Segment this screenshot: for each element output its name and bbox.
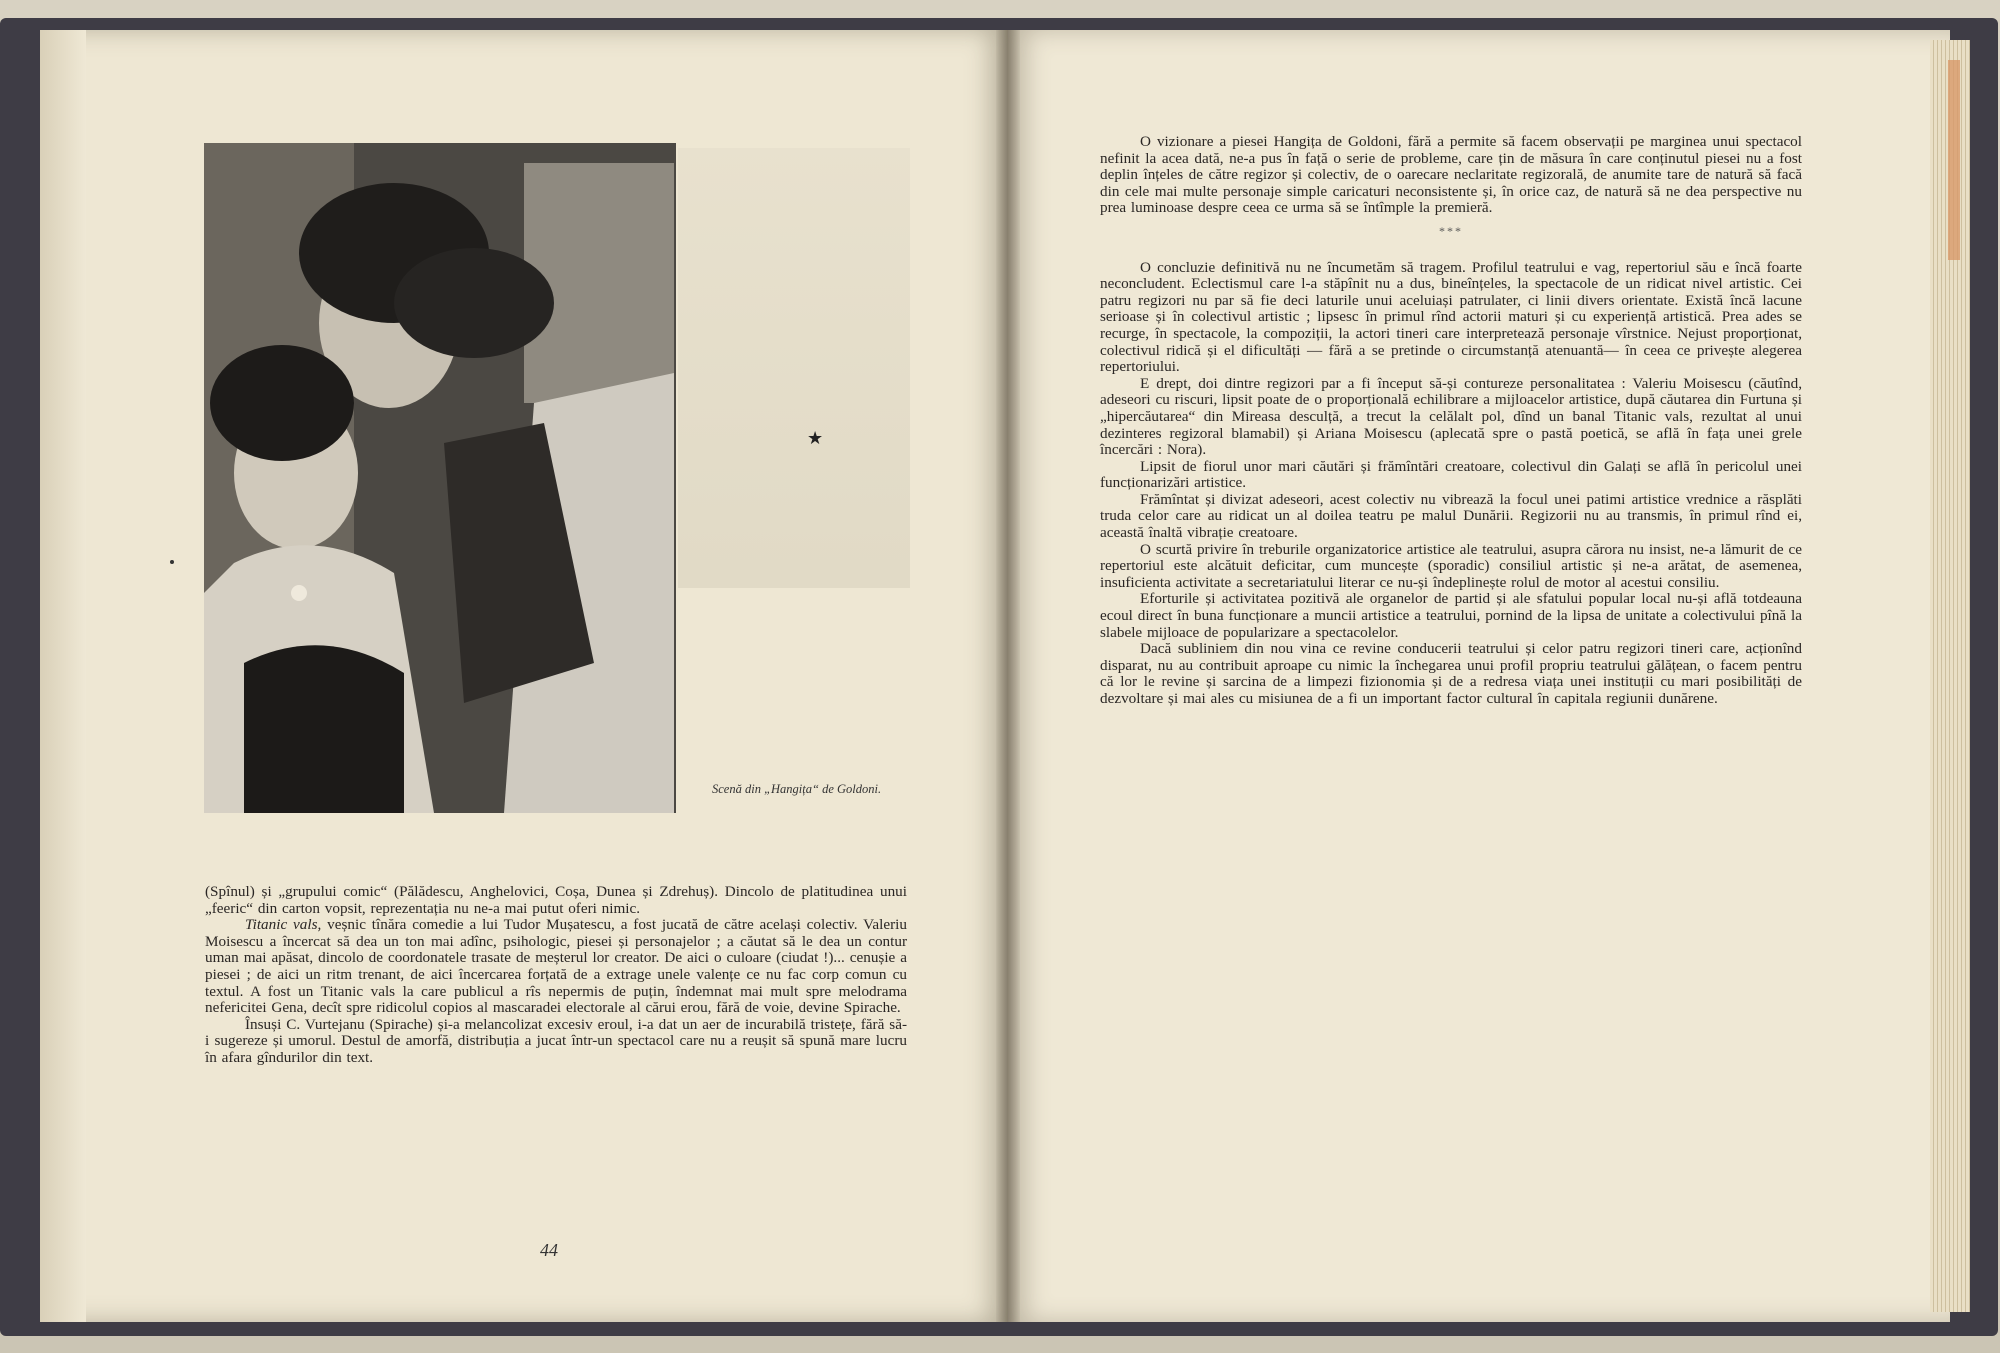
paragraph-text: veșnic tînăra comedie a lui Tudor Mușatescu, a fost jucată de către același colectiv. Valeriu Moisescu a încercat să dea un ton mai adînc, psihologic, piesei și personajelor ; a căutat să le dea un contur uman mai apăsat, dincolo de coordonatele trasate de meșterul lor creator. De aici o culoare (ciudat !)... cenușie a piesei ; de aici un ritm trenant, de aici încercarea forțată de a extrage unele valențe ce nu fac corp comun cu textul. A fost un Titanic vals la care publicul a rîs nepermis de puțin, îndemnat mai mult spre melodrama nefericitei Gena, decît spre ridicolul copios al mascaradei electorale al cărui erou, fără de voie, devine Spirache. xyxy=(205,916,907,1017)
paragraph: O vizionare a piesei Hangița de Goldoni, fără a permite să facem observații pe marginea unui spectacol nefinit la acea dată, ne-a pus în față o serie de probleme, care țin de măsura în care conținutul piesei nu a fost deplin înțeles de către regizor și colectiv, de o oarecare neclaritate regizorală, de anumite tare de natură să facă din cele mai multe personaje simple caricaturi neconsistente și, în orice caz, de natură să ne dea perspective nu prea luminoase despre ceea ce urma să se întîmple la premieră. xyxy=(1100,133,1802,217)
star-ornament: ★ xyxy=(807,428,824,448)
paragraph: E drept, doi dintre regizori par a fi început să-și contureze personalitatea : Valeriu Moisescu (căutînd, adeseori cu riscuri, lipsit poate de o proporțională echilibrare a mijloacelor artistice, după căutarea din Furtuna și „hipercăutarea“ din Mireasa desculță, a trecut la celălalt pol, dînd un banal Titanic vals, rezultat al unui dezinteres regizoral blamabil) și Ariana Moisescu (aplecată spre o pastă poetică, se află în fața unei grele încercări : Nora). xyxy=(1100,374,1802,459)
italic-title: Titanic vals, xyxy=(245,916,322,934)
paragraph: O concluzie definitivă nu ne încumetăm să tragem. Profilul teatrului e vag, repertoriul său e încă foarte neconcludent. Eclectismul care l-a stăpînit nu a dus, bineînțeles, la spectacole de un ridicat nivel artistic. Cei patru regizori nu par să fie deci laturile unui aceluiași patrulater, ci linii divers orientate. Există încă lacune serioase și în colectivul artistic ; lipsesc în primul rînd actorii maturi și cu experiență artistică. Prea ades se recurge, în spectacole, la compoziții, la actori tineri care interpretează personaje vîrstnice. Nejust proporționat, colectivul ridică și el dificultăți — fără a se pretinde o circumstanță atenuantă— în ceea ce privește alegerea repertoriului. xyxy=(1100,258,1802,376)
page-fore-edge-tint xyxy=(1948,60,1960,260)
section-separator: *** xyxy=(1439,223,1463,238)
paragraph: Însuși C. Vurtejanu (Spirache) și-a melancolizat excesiv eroul, i-a dat un aer de incurabilă tristețe, fără să-i sugereze și umorul. Destul de amorfă, distribuția a jucat într-un spectacol care nu a reușit să spună mare lucru în afara gîndurilor din text. xyxy=(205,1015,907,1066)
paragraph: Frămîntat și divizat adeseori, acest colectiv nu vibrează la focul unei patimi artistice vrednice a răsplăti truda celor care au ridicat un al doilea teatru pe malul Dunării. Regizorii nu au transmis, în primul rînd ei, această înaltă vibrație creatoare. xyxy=(1100,490,1802,542)
paragraph: Dacă subliniem din nou vina ce revine conducerii teatrului și celor patru regizori tineri care, acționînd disparat, nu au contribuit aproape cu nimic la închegarea unui profil propriu teatrului gălățean, o facem pentru că lor le revine și sarcina de a limpezi fizionomia și de a redresa viața unei instituții cu mari posibilități de dezvoltare și mai ales cu misiunea de a fi un important factor cultural în capitala regiunii dunărene. xyxy=(1100,640,1802,707)
theatre-scene-photo xyxy=(204,143,676,813)
paragraph xyxy=(205,917,907,1017)
paragraph: Eforturile și activitatea pozitivă ale organelor de partid și ale sfatului popular local nu-și află totdeauna ecoul direct în buna funcționare a muncii artistice a teatrului, pornind de la lipsa de unitate a colectivului pînă la slabele mijloace de popularizare a spectacolelor. xyxy=(1100,590,1802,641)
photo-caption: Scenă din „Hangița“ de Goldoni. xyxy=(712,782,882,796)
paragraph: Lipsit de fiorul unor mari căutări și frămîntări creatoare, colectivul din Galați se află în pericolul unei funcționarizări artistice. xyxy=(1100,457,1802,492)
page-number: 44 xyxy=(540,1240,558,1260)
margin-dot xyxy=(170,560,174,564)
book-gutter xyxy=(996,30,1020,1322)
right-page-text xyxy=(1100,134,1802,708)
left-page-text xyxy=(205,884,907,1067)
paragraph: (Spînul) și „grupului comic“ (Pălădescu, Anghelovici, Coșa, Dunea și Zdrehuș). Dincolo de platitudinea unui „feeric“ din carton vopsit, reprezentația nu ne-a mai putut oferi nimic. xyxy=(205,883,907,917)
left-page-edge xyxy=(40,30,86,1322)
photo-adjacent-light xyxy=(678,148,910,588)
photo-illustration xyxy=(204,143,676,813)
paragraph: O scurtă privire în treburile organizatorice artistice ale teatrului, asupra cărora nu insist, ne-a lămurit de ce repertoriul este alcătuit deficitar, cum muncește (sporadic) consiliul artistic și ne-a arătat, de asemenea, insuficienta activitate a secretariatului literar ce nu-și îndeplinește rolul de motor al acestui consiliu. xyxy=(1100,540,1802,591)
